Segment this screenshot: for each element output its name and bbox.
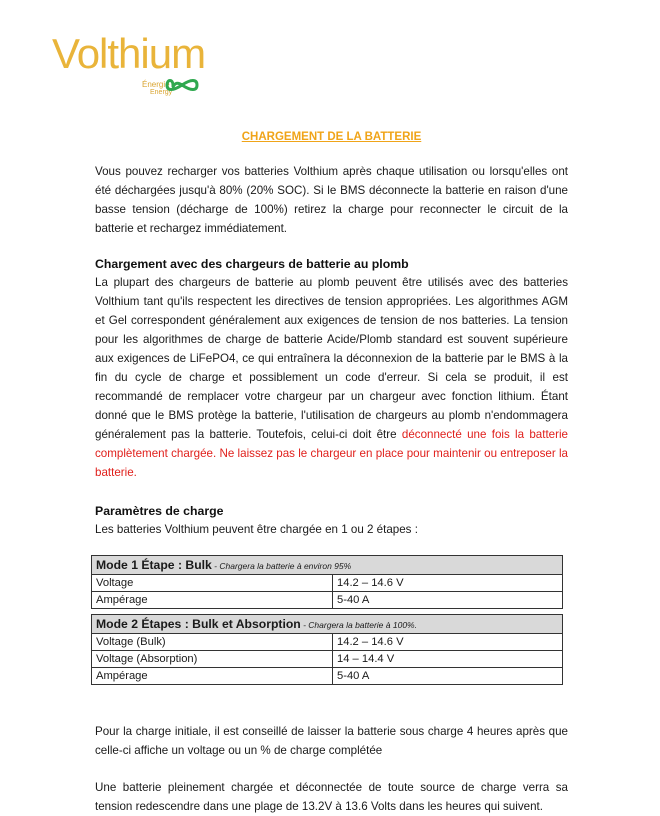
charge-params-intro: Les batteries Volthium peuvent être chargée en 1 ou 2 étapes : xyxy=(95,523,418,536)
mode-1-title-cell xyxy=(92,556,563,575)
mode-2-title: Mode 2 Étapes : Bulk et Absorption xyxy=(96,616,301,631)
mode-2-note: - Chargera la batterie à 100%. xyxy=(300,619,417,630)
intro-paragraph: Vous pouvez recharger vos batteries Volthium après chaque utilisation ou lorsqu'elles ont été déchargées jusqu'à 80% (20% SOC). Si le BMS déconnecte la batterie en raison d'une basse tension (décharge de 100%) retirez la charge pour reconnecter le circuit de la batterie et rechargez immédiatement. xyxy=(95,165,568,235)
param-value: 14.2 – 14.6 V xyxy=(333,634,563,651)
resting-voltage-paragraph: Une batterie pleinement chargée et déconnectée de toute source de charge verra sa tension redescendre dans une plage de 13.2V à 13.6 Volts dans les heures qui suivent. xyxy=(95,781,568,813)
table-row xyxy=(92,634,563,651)
initial-charge-paragraph: Pour la charge initiale, il est conseillé de laisser la batterie sous charge 4 heures après que celle-ci affiche un voltage ou un % de charge complétée xyxy=(95,725,568,757)
mode-2-header xyxy=(92,615,563,634)
param-value: 5-40 A xyxy=(333,592,563,609)
warning-text: déconnecté une fois la batterie complètement chargée. Ne laissez pas le chargeur en place pour maintenir ou entreposer la batterie. xyxy=(95,428,569,479)
infinity-icon xyxy=(164,76,200,94)
lead-chargers-text: La plupart des chargeurs de batterie au plomb peuvent être utilisés avec des batteries Volthium tant qu'ils respectent les directives de tension appropriées. Les algorithmes AGM et Gel correspondent généralement aux exigences de tension de nos batteries. La tension pour les algorithmes de charge de batterie Acide/Plomb standard est souvent supérieure aux exigences de LiFePO4, ce qui entraînera la déconnexion de la batterie par le BMS à la fin du cycle de charge et possiblement un code d'erreur. Si cela se produit, il est recommandé de remplacer votre chargeur par un chargeur avec fonction lithium. Étant donné que le BMS protège la batterie, l'utilisation de chargeurs au plomb n'endommagera généralement pas la batterie. Toutefois, celui-ci doit être xyxy=(95,276,568,441)
param-label: Voltage (Bulk) xyxy=(92,634,333,651)
table-row xyxy=(92,575,563,592)
brand-sub-fr: Énergie xyxy=(142,80,170,89)
param-value: 14 – 14.4 V xyxy=(333,651,563,668)
page-title: CHARGEMENT DE LA BATTERIE xyxy=(241,131,422,143)
table-row xyxy=(92,592,563,609)
section-heading-charge-params: Paramètres de charge xyxy=(95,504,224,518)
mode-1-header xyxy=(92,556,563,575)
param-value: 5-40 A xyxy=(333,668,563,685)
document-body xyxy=(95,128,568,816)
mode-1-title: Mode 1 Étape : Bulk xyxy=(96,557,212,572)
charge-parameters-table xyxy=(95,555,568,685)
mode-2-title-cell xyxy=(92,615,563,634)
table-row xyxy=(92,668,563,685)
param-label: Voltage (Absorption) xyxy=(92,651,333,668)
lead-chargers-paragraph xyxy=(95,273,568,482)
brand-logo xyxy=(52,30,206,100)
mode-1-table xyxy=(91,555,563,609)
section-heading-lead-chargers: Chargement avec des chargeurs de batterie au plomb xyxy=(95,257,409,271)
mode-2-table xyxy=(91,614,563,685)
param-label: Voltage xyxy=(92,575,333,592)
brand-sub-en: Energy xyxy=(150,89,173,96)
param-value: 14.2 – 14.6 V xyxy=(333,575,563,592)
brand-name: Volthium xyxy=(52,30,206,77)
mode-1-note: - Chargera la batterie à environ 95% xyxy=(211,560,352,571)
param-label: Ampérage xyxy=(92,592,333,609)
param-label: Ampérage xyxy=(92,668,333,685)
table-row xyxy=(92,651,563,668)
